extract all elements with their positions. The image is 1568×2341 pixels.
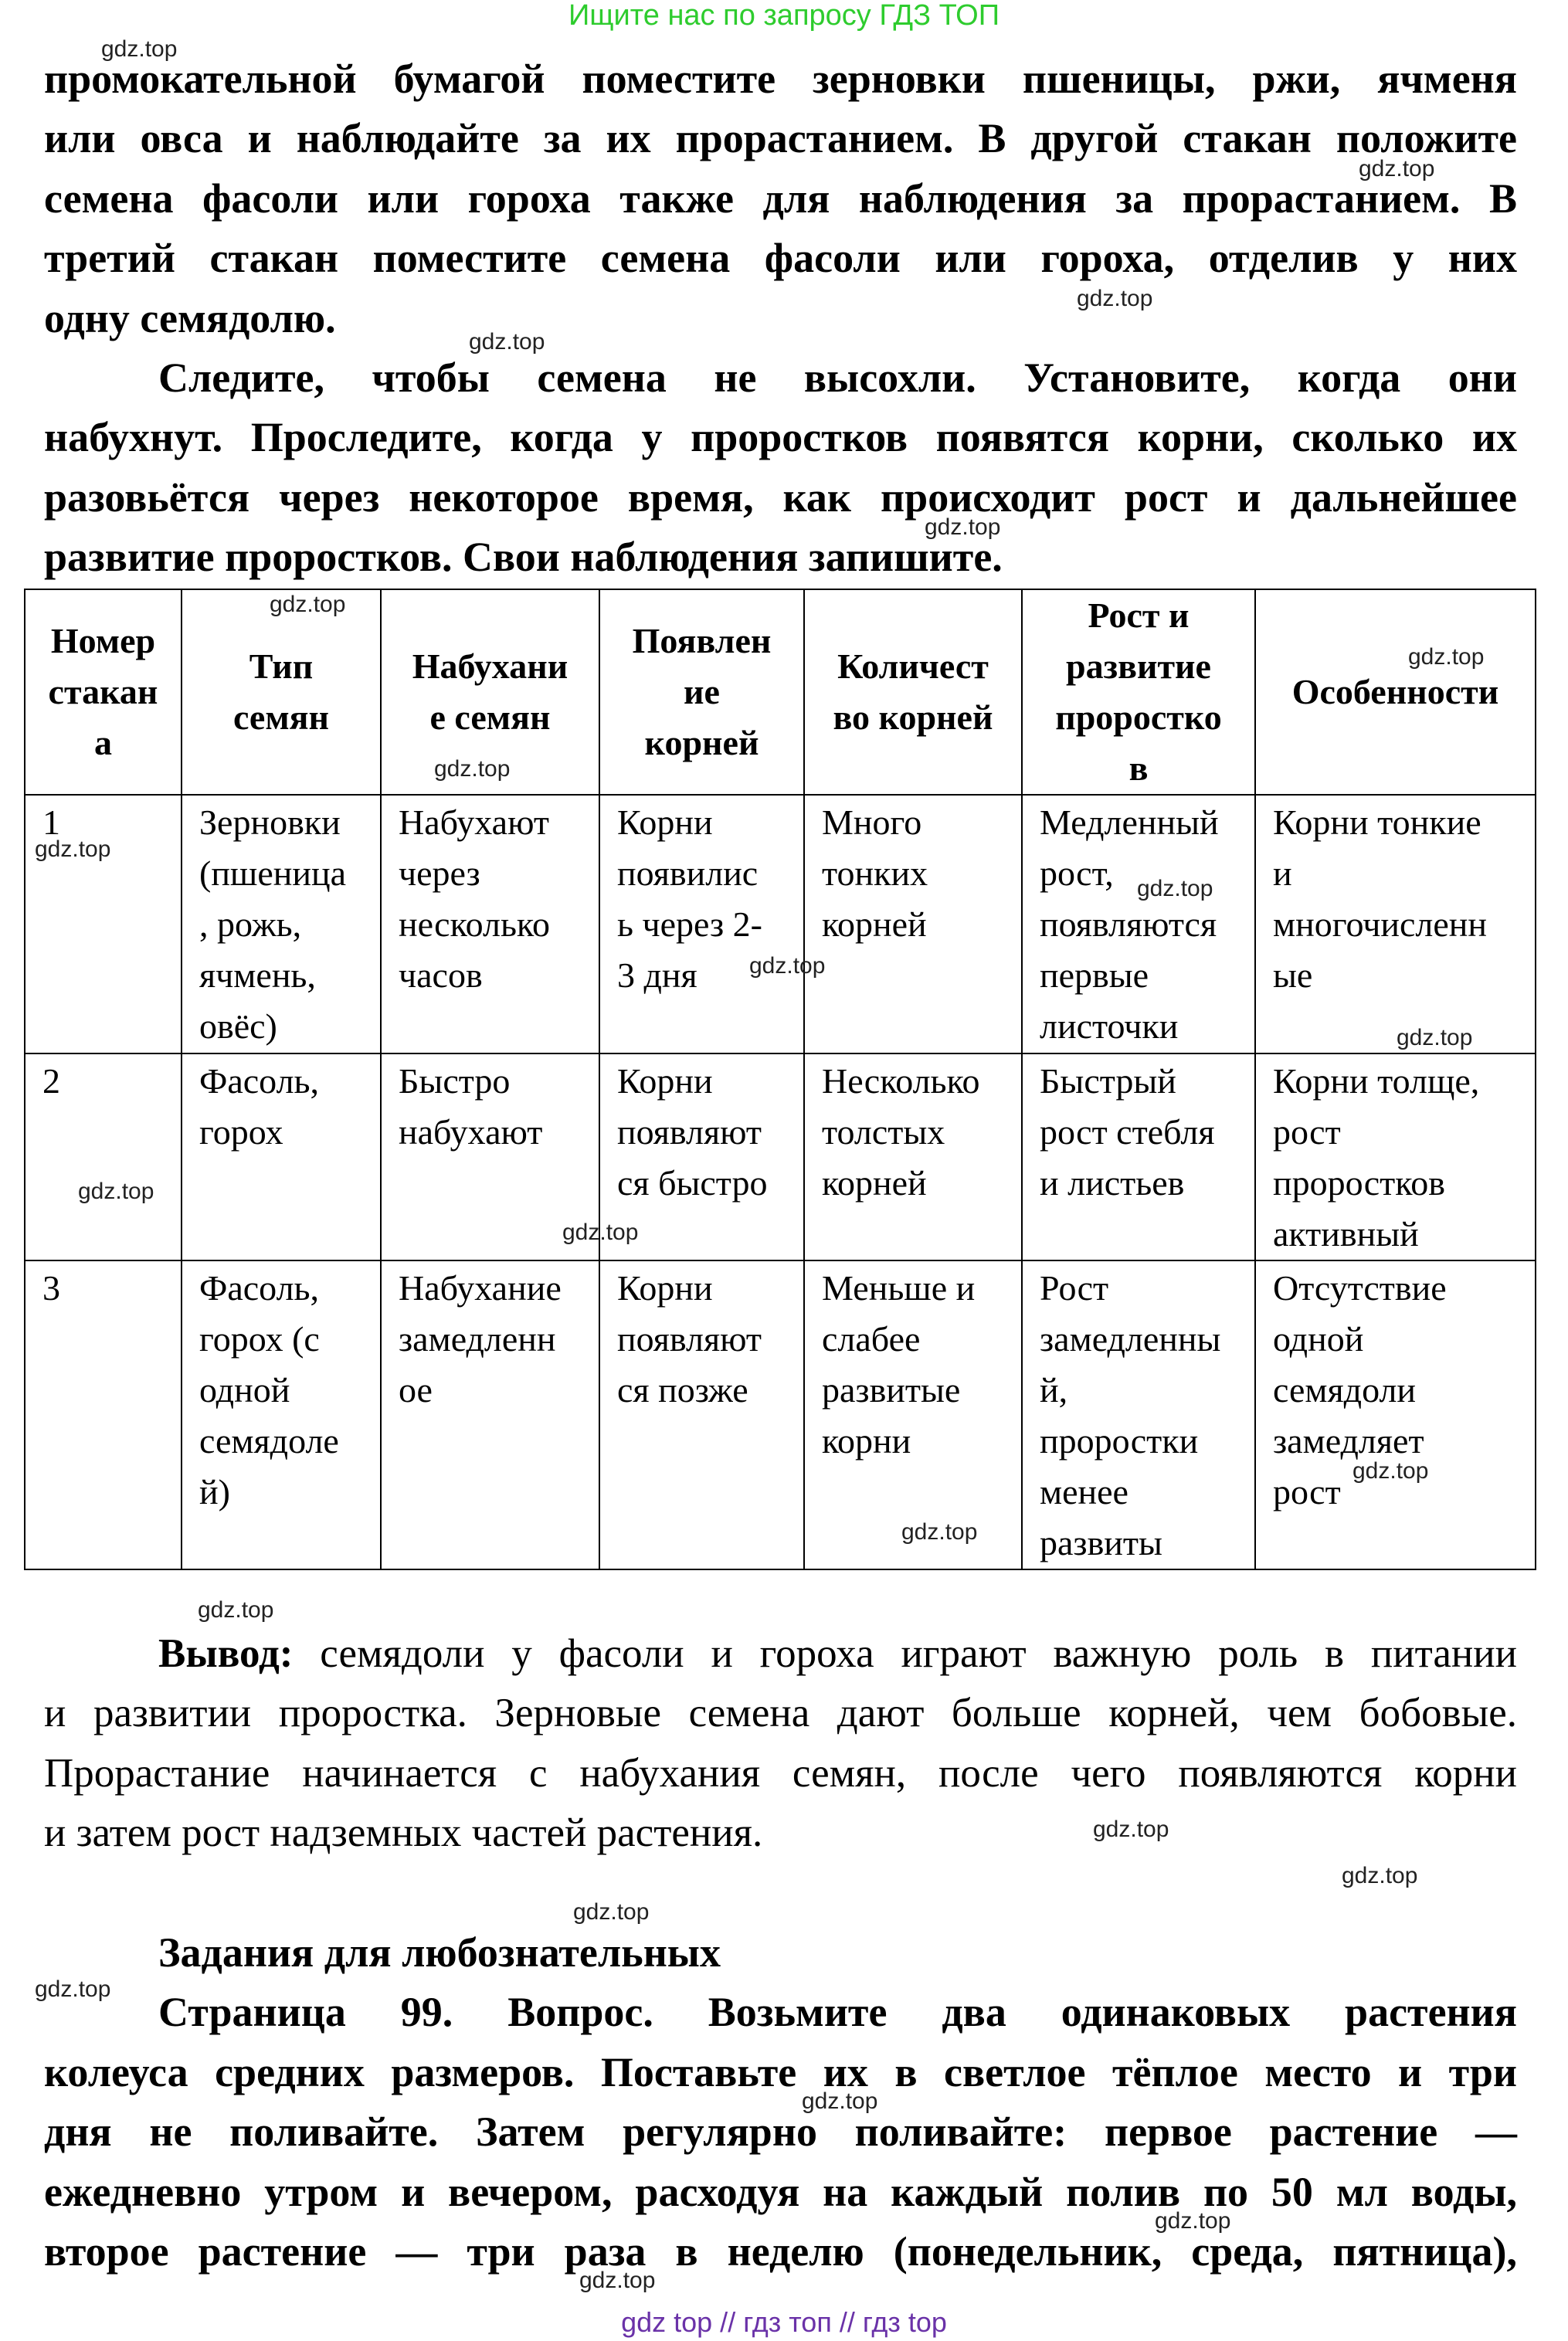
conclusion-label: Вывод: <box>158 1631 294 1676</box>
table-cell: Несколько толстых корней <box>804 1053 1022 1260</box>
table-cell: Быстрый рост стебля и листьев <box>1022 1053 1255 1260</box>
text-line: разовьётся через некоторое время, как происходит рост и дальнейшее <box>44 473 1517 521</box>
conclusion <box>44 1624 1517 1864</box>
table-cell: Много тонких корней <box>804 795 1022 1053</box>
table-cell: Меньше и слабее развитые корни <box>804 1260 1022 1569</box>
watermark: gdz.top <box>802 2088 878 2114</box>
text-line: Прорастание начинается с набухания семян, после чего появляются корни <box>44 1750 1517 1796</box>
text-line: развитие проростков. Свои наблюдения запишите. <box>44 534 1003 581</box>
conclusion-text: семядоли у фасоли и гороха играют важную роль в питании <box>293 1631 1517 1676</box>
text-line: ежедневно утром и вечером, расходуя на каждый полив по 50 мл воды, <box>44 2168 1517 2215</box>
table-cell: Корни появилис ь через 2- 3 дня <box>599 795 804 1053</box>
table-cell: Рост замедленны й, проростки менее развиты <box>1022 1260 1255 1569</box>
table-cell: Корни появляют ся позже <box>599 1260 804 1569</box>
table-cell: Отсутствие одной семядоли замедляет рост <box>1255 1260 1536 1569</box>
text-line: третий стакан поместите семена фасоли или гороха, отделив у них <box>44 235 1517 282</box>
watermark: gdz.top <box>434 756 511 782</box>
watermark: gdz.top <box>101 36 178 62</box>
watermark: gdz.top <box>901 1519 978 1545</box>
table-cell: 1 <box>25 795 182 1053</box>
column-header: Номер стакан а <box>25 589 182 795</box>
table-row <box>25 1053 1536 1260</box>
watermark: gdz.top <box>925 514 1001 540</box>
search-banner[interactable]: Ищите нас по запросу ГДЗ ТОП <box>568 0 1000 32</box>
watermark: gdz.top <box>579 2268 656 2293</box>
text-line: и затем рост надземных частей растения. <box>44 1810 763 1856</box>
table-cell: Корни появляют ся быстро <box>599 1053 804 1260</box>
watermark: gdz.top <box>1342 1863 1418 1888</box>
table-cell: Набухают через несколько часов <box>381 795 599 1053</box>
table-cell: Быстро набухают <box>381 1053 599 1260</box>
watermark: gdz.top <box>35 1976 111 2002</box>
text-line: и развитии проростка. Зерновые семена дают больше корней, чем бобовые. <box>44 1691 1517 1736</box>
watermark: gdz.top <box>469 329 545 355</box>
column-header: Набухани е семян <box>381 589 599 795</box>
watermark: gdz.top <box>562 1220 639 1245</box>
text-line: или овса и наблюдайте за их прорастанием. В другой стакан положите <box>44 115 1517 162</box>
watermark: gdz.top <box>749 953 826 979</box>
text-line: набухнут. Проследите, когда у проростков появятся корни, сколько их <box>44 414 1517 461</box>
text-line: колеуса средних размеров. Поставьте их в светлое тёплое место и три <box>44 2048 1517 2095</box>
curious-tasks <box>44 1923 1517 2282</box>
observation-table <box>24 589 1536 1570</box>
table-cell: Фасоль, горох <box>182 1053 381 1260</box>
watermark: gdz.top <box>1408 644 1485 670</box>
table-cell: Набухание замедленн ое <box>381 1260 599 1569</box>
watermark: gdz.top <box>1137 876 1213 901</box>
table-cell: Зерновки (пшеница , рожь, ячмень, овёс) <box>182 795 381 1053</box>
table-cell: Медленный рост, появляются первые листочки <box>1022 795 1255 1053</box>
watermark: gdz.top <box>1155 2208 1231 2234</box>
text-line: дня не поливайте. Затем регулярно поливайте: первое растение — <box>44 2109 1517 2156</box>
text-line: промокательной бумагой поместите зерновки пшеницы, ржи, ячменя <box>44 56 1517 102</box>
table-header-row <box>25 589 1536 795</box>
column-header: Тип семян <box>182 589 381 795</box>
watermark: gdz.top <box>1352 1458 1429 1484</box>
table-cell: 3 <box>25 1260 182 1569</box>
watermark: gdz.top <box>1397 1025 1473 1050</box>
watermark: gdz.top <box>1077 286 1153 311</box>
table-row <box>25 1260 1536 1569</box>
watermark: gdz.top <box>573 1899 650 1925</box>
text-line: Страница 99. Вопрос. Возьмите два одинаковых растения <box>158 1989 1517 2036</box>
column-header: Рост и развитие проростко в <box>1022 589 1255 795</box>
text-line: семена фасоли или гороха также для наблюдения за прорастанием. В <box>44 175 1517 222</box>
watermark: gdz.top <box>198 1597 274 1623</box>
table-cell: Корни тонкие и многочисленн ые <box>1255 795 1536 1053</box>
text-line: Следите, чтобы семена не высохли. Установите, когда они <box>158 354 1517 401</box>
column-header: Особенности <box>1255 589 1536 795</box>
section-title: Задания для любознательных <box>158 1929 721 1976</box>
table-row <box>25 795 1536 1053</box>
text-line: второе растение — три раза в неделю (понедельник, среда, пятница), <box>44 2227 1517 2275</box>
table-cell: 2 <box>25 1053 182 1260</box>
table-cell: Корни толще, рост проростков активный <box>1255 1053 1536 1260</box>
column-header: Появлен ие корней <box>599 589 804 795</box>
text-line: одну семядолю. <box>44 294 336 341</box>
watermark: gdz.top <box>1093 1817 1169 1842</box>
watermark: gdz.top <box>35 836 111 862</box>
watermark: gdz.top <box>270 592 346 617</box>
column-header: Количест во корней <box>804 589 1022 795</box>
table-cell: Фасоль, горох (с одной семядоле й) <box>182 1260 381 1569</box>
watermark: gdz.top <box>78 1179 154 1204</box>
task-paragraph-1 <box>44 49 1517 588</box>
footer-links[interactable]: gdz top // гдз топ // гдз top <box>621 2306 947 2338</box>
watermark: gdz.top <box>1359 156 1435 182</box>
text-line <box>44 1624 1517 1684</box>
